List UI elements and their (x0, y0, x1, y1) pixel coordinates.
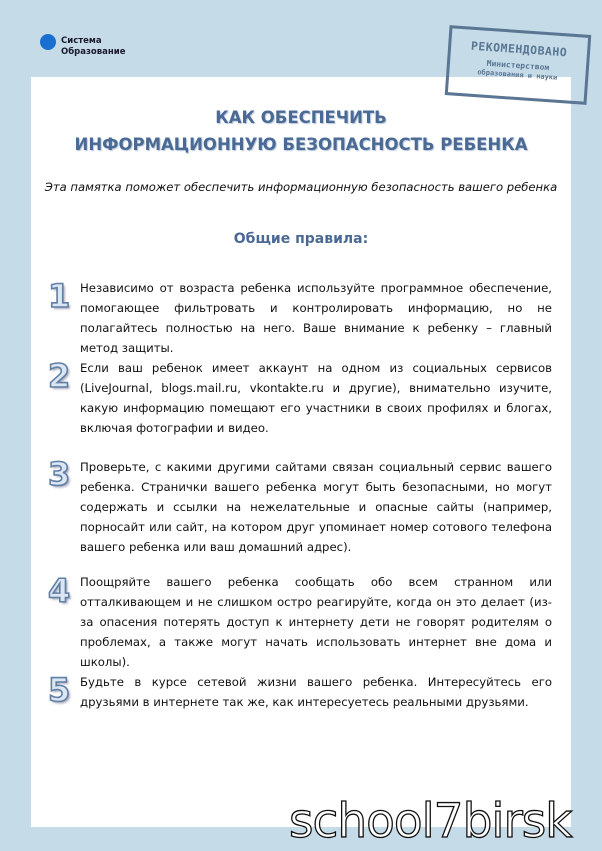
number-4-icon: 4 (48, 572, 71, 610)
stamp-line1: РЕКОМЕНДОВАНО (470, 38, 568, 60)
stamp-line2: Министерством (486, 58, 550, 73)
section-title: Общие правила: (233, 231, 369, 247)
logo-globe-icon (33, 27, 59, 59)
watermark: school7birsk (289, 794, 572, 849)
rule-item-4: Поощряйте вашего ребенка сообщать обо всем странном или отталкивающем и не слишком остро реагируйте, когда он это делает (из-за опасения потерять доступ к интернету дети не говорят родителям о проблемах, а также могут начать использовать интернет вне дома и школы). (80, 575, 552, 669)
number-3-icon: 3 (48, 455, 71, 493)
logo (33, 27, 133, 61)
logo-line1: Система (61, 36, 102, 46)
rule-item-3: Проверьте, с какими другими сайтами связан социальный сервис вашего ребенка. Странички вашего ребенка могут быть безопасными, но могут содержать и ссылки на нежелательные и опасные сайты (например, порносайт или сайт, на котором друг упоминает номер сотового телефона вашего ребенка или ваш домашний адрес). (80, 460, 552, 554)
title-line1: КАК ОБЕСПЕЧИТЬ (215, 108, 387, 127)
number-5-icon: 5 (48, 671, 71, 709)
page-title (31, 104, 571, 158)
stamp-line3: образования и науки (477, 68, 558, 82)
title-line2: ИНФОРМАЦИОННУЮ БЕЗОПАСНОСТЬ РЕБЕНКА (74, 135, 528, 154)
number-1-icon: 1 (48, 277, 71, 315)
rule-item-2: Если ваш ребенок имеет аккаунт на одном из социальных сервисов (LiveJournal, blogs.mail.ru, vkontakte.ru и другие), внимательно изучите, какую информацию помещают его участники в своих профилях и блогах, включая фотографии и видео. (80, 361, 552, 435)
rule-item-1: Независимо от возраста ребенка используйте программное обеспечение, помогающее фильтровать и контролировать информацию, но не полагайтесь полностью на него. Ваше внимание к ребенку – главный метод защиты. (80, 281, 552, 355)
number-2-icon: 2 (48, 357, 71, 395)
recommended-stamp (445, 25, 592, 105)
rule-item-5: Будьте в курсе сетевой жизни вашего ребенка. Интересуйтесь его друзьями в интернете так же, как интересуетесь реальными друзьями. (80, 675, 552, 709)
logo-line2: Образование (61, 47, 126, 57)
subtitle: Эта памятка поможет обеспечить информационную безопасность вашего ребенка (44, 180, 558, 194)
